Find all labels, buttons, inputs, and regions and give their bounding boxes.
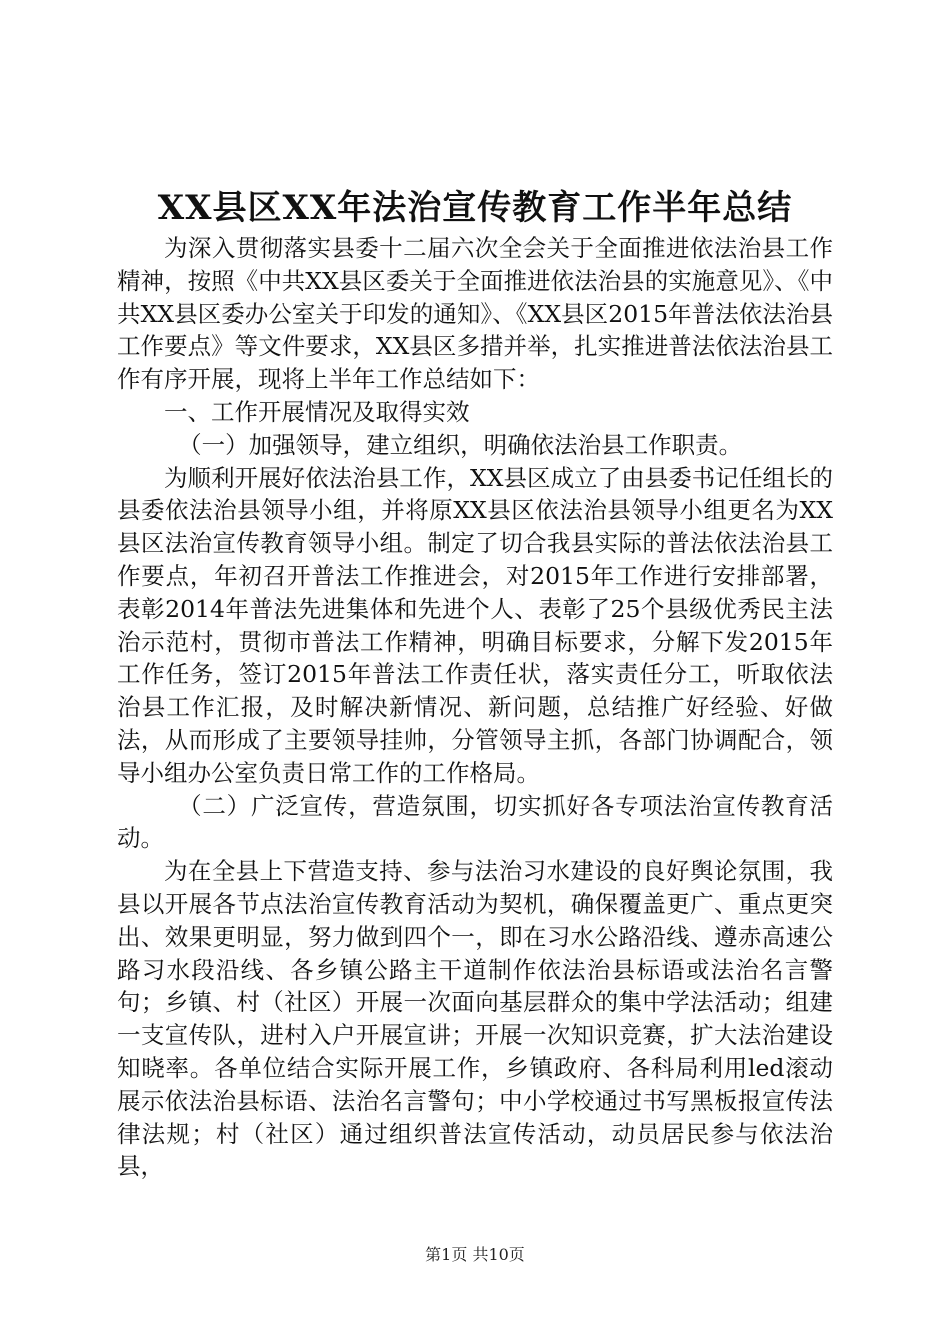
page-number-footer: 第1页 共10页: [425, 1245, 525, 1264]
document-title: XX县区XX年法治宣传教育工作半年总结: [157, 188, 793, 228]
body-paragraph-1: 为顺利开展好依法治县工作，XX县区成立了由县委书记任组长的县委依法治县领导小组，并将原XX县区依法治县领导小组更名为XX县区法治宣传教育领导小组。制定了切合我县实际的普法依法治县工作要点，年初召开普法工作推进会，对2015年工作进行安排部署，表彰2014年普法先进集体和先进个人、表彰了25个县级优秀民主法治示范村，贯彻市普法工作精神，明确目标要求，分解下发2015年工作任务，签订2015年普法工作责任状，落实责任分工，听取依法治县工作汇报，及时解决新情况、新问题，总结推广好经验、好做法，从而形成了主要领导挂帅，分管领导主抓，各部门协调配合，领导小组办公室负责日常工作的工作格局。: [117, 463, 833, 787]
section-heading-1: 一、工作开展情况及取得实效: [164, 397, 470, 426]
document-body: [117, 232, 833, 1183]
subsection-heading-1: （一）加强领导，建立组织，明确依法治县工作职责。: [178, 430, 743, 459]
intro-paragraph: 为深入贯彻落实县委十二届六次全会关于全面推进依法治县工作精神，按照《中共XX县区委关于全面推进依法治县的实施意见》、《中共XX县区委办公室关于印发的通知》、《XX县区2015年普法依法治县工作要点》等文件要求，XX县区多措并举，扎实推进普法依法治县工作有序开展，现将上半年工作总结如下：: [117, 234, 833, 394]
body-paragraph-2: 为在全县上下营造支持、参与法治习水建设的良好舆论氛围，我县以开展各节点法治宣传教育活动为契机，确保覆盖更广、重点更突出、效果更明显，努力做到四个一，即在习水公路沿线、遵赤高速公路习水段沿线、各乡镇公路主干道制作依法治县标语或法治名言警句；乡镇、村（社区）开展一次面向基层群众的集中学法活动；组建一支宣传队，进村入户开展宣讲；开展一次知识竞赛，扩大法治建设知晓率。各单位结合实际开展工作，乡镇政府、各科局利用led滚动展示依法治县标语、法治名言警句；中小学校通过书写黑板报宣传法律法规；村（社区）通过组织普法宣传活动，动员居民参与依法治县，: [117, 857, 833, 1181]
subsection-heading-2: （二）广泛宣传，营造氛围，切实抓好各专项法治宣传教育活动。: [117, 791, 833, 853]
